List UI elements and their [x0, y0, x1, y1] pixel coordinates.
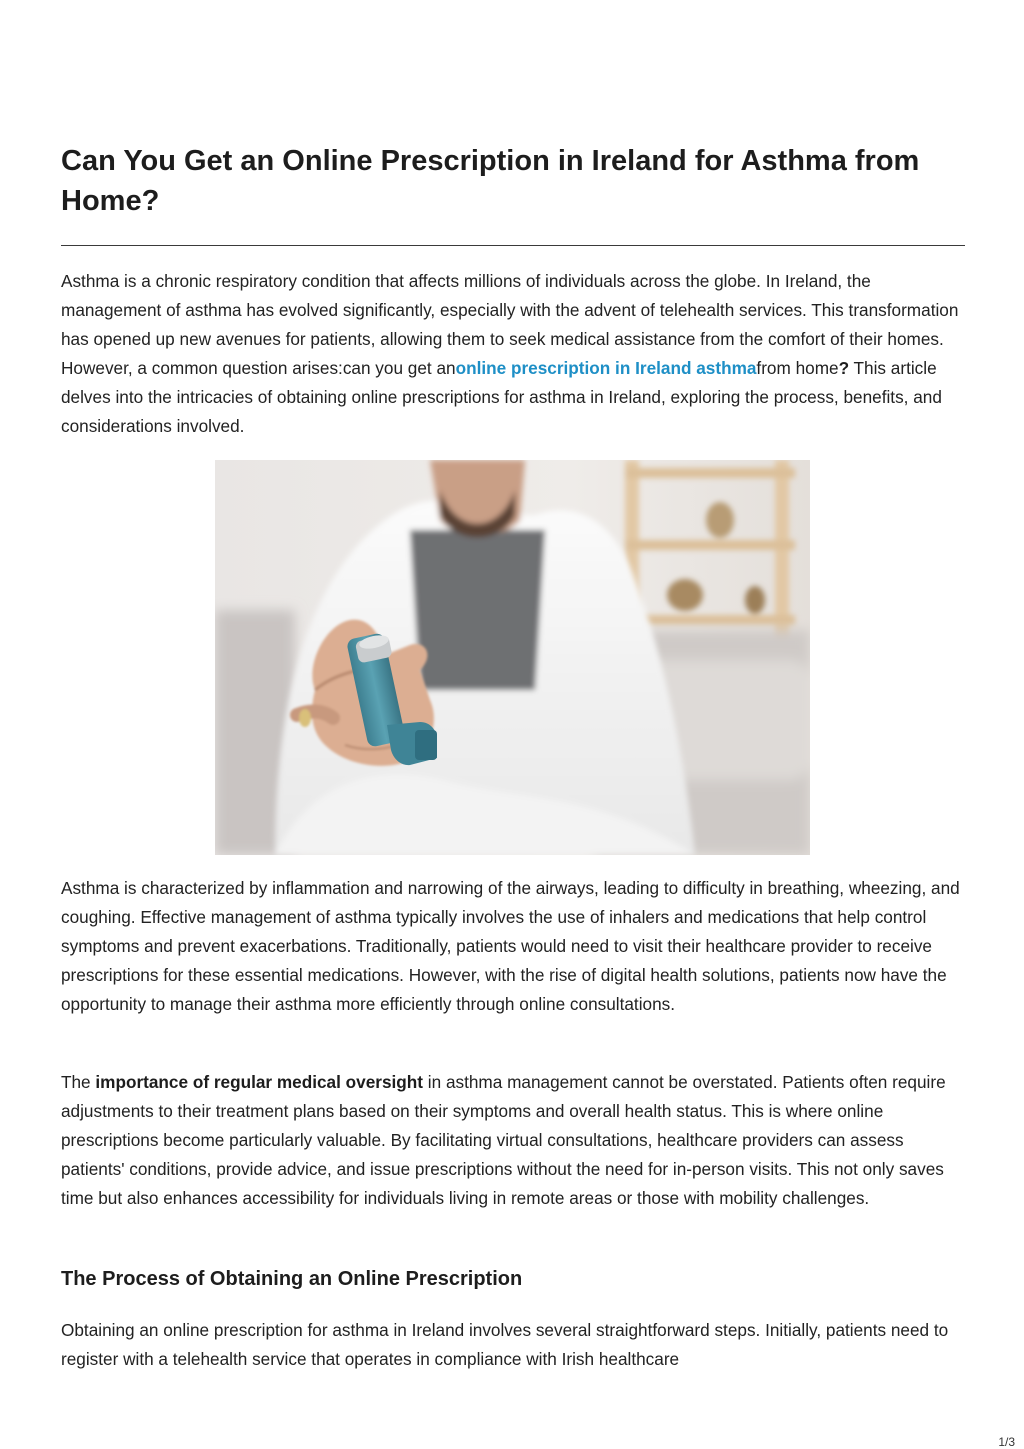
title-divider	[61, 245, 965, 246]
paragraph-3-bold: importance of regular medical oversight	[95, 1072, 424, 1092]
inhaler-photo	[215, 460, 810, 855]
paragraph-medical-oversight	[61, 1068, 965, 1213]
intro-text: Asthma is a chronic respiratory condition that affects millions of individuals across the globe. In Ireland, the management of asthma has evolved significantly, especially with the advent of telehealth services. This transformation has opened up new avenues for patients, allowing them to seek medical assistance from the comfort of their homes. However, a common question arises:can you get an	[61, 271, 959, 378]
paragraph-3-rest: in asthma management cannot be overstated. Patients often require adjustments to their treatment plans based on their symptoms and overall health status. This is where online prescriptions become particularly valuable. By facilitating virtual consultations, healthcare providers can assess patients' conditions, provide advice, and issue prescriptions without the need for in-person visits. This not only saves time but also enhances accessibility for individuals living in remote areas or those with mobility challenges.	[61, 1072, 946, 1208]
intro-question-mark: ?	[838, 358, 850, 378]
paragraph-process: Obtaining an online prescription for asthma in Ireland involves several straightforward steps. Initially, patients need to register with a telehealth service that operates in compliance with Irish healthcare	[61, 1320, 949, 1369]
intro-text-after-link: from home	[756, 358, 839, 378]
intro-paragraph	[61, 267, 965, 441]
article-title: Can You Get an Online Prescription in Ireland for Asthma from Home?	[61, 145, 920, 217]
intro-text-end: This article delves into the intricacies of obtaining online prescriptions for asthma in Ireland, exploring the process, benefits, and considerations involved.	[61, 358, 942, 436]
online-prescription-link[interactable]: online prescription in Ireland asthma	[455, 358, 757, 378]
section-heading-process: The Process of Obtaining an Online Prescription	[61, 1268, 523, 1290]
page-number: 1/3	[998, 1435, 1015, 1449]
document-page	[61, 0, 965, 1449]
paragraph-3-start: The	[61, 1072, 96, 1092]
paragraph-asthma-characterized: Asthma is characterized by inflammation and narrowing of the airways, leading to difficulty in breathing, wheezing, and coughing. Effective management of asthma typically involves the use of inhalers and medications that help control symptoms and prevent exacerbations. Traditionally, patients would need to visit their healthcare provider to receive prescriptions for these essential medications. However, with the rise of digital health solutions, patients now have the opportunity to manage their asthma more efficiently through online consultations.	[61, 878, 960, 1014]
